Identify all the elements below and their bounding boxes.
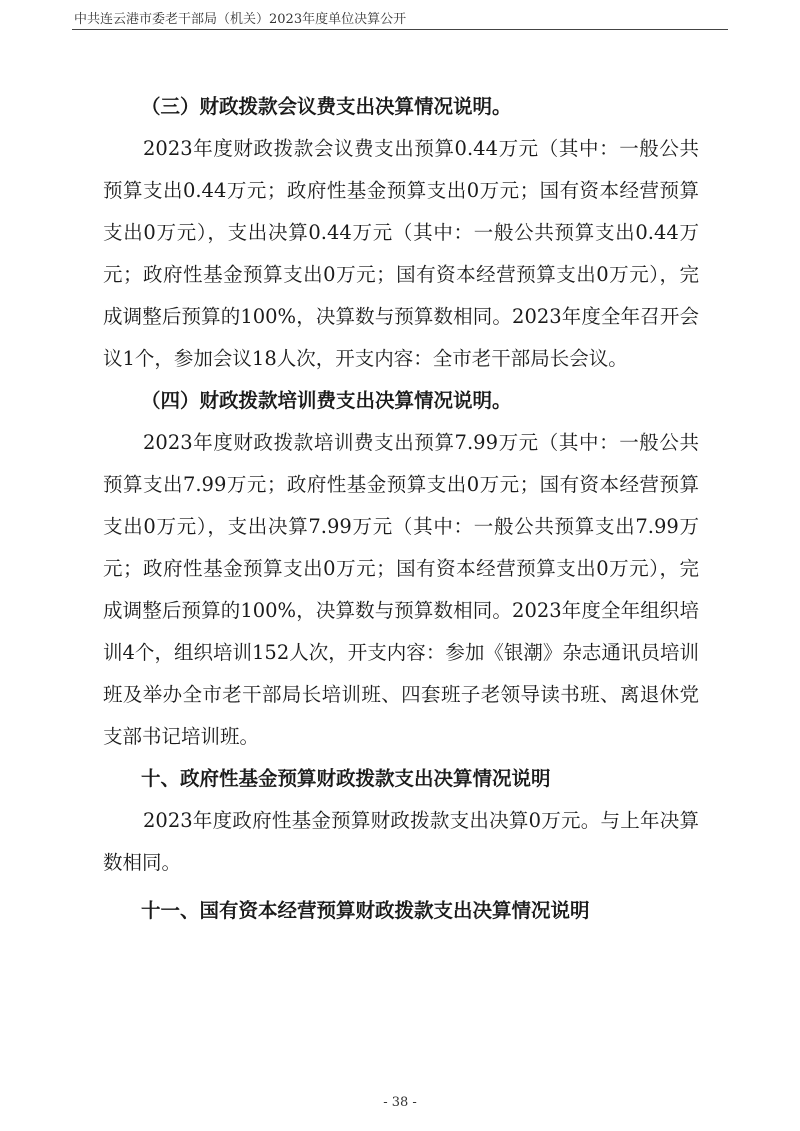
header-divider [72,29,728,30]
document-body [103,86,699,932]
running-header: 中共连云港市委老干部局（机关）2023年度单位决算公开 [74,12,407,27]
paragraph-government-fund: 2023年度政府性基金预算财政拨款支出决算0万元。与上年决算数相同。 [103,809,699,874]
section-heading-government-fund: 十、政府性基金预算财政拨款支出决算情况说明 [141,767,551,790]
paragraph-meeting-fees: 2023年度财政拨款会议费支出预算0.44万元（其中：一般公共预算支出0.44万元；政府性基金预算支出0万元；国有资本经营预算支出0万元），支出决算0.44万元（其中：一般公共预算支出0.44万元；政府性基金预算支出0万元；国有资本经营预算支出0万元），完成调整后预算的100%，决算数与预算数相同。2023年度全年召开会议1个，参加会议18人次，开支内容：全市老干部局长会议。 [103,137,699,370]
section-heading-meeting-fees: （三）财政拨款会议费支出决算情况说明。 [141,95,512,118]
page-number: - 38 - [383,1095,417,1110]
paragraph-training-fees: 2023年度财政拨款培训费支出预算7.99万元（其中：一般公共预算支出7.99万元；政府性基金预算支出0万元；国有资本经营预算支出0万元），支出决算7.99万元（其中：一般公共预算支出7.99万元；政府性基金预算支出0万元；国有资本经营预算支出0万元），完成调整后预算的100%，决算数与预算数相同。2023年度全年组织培训4个，组织培训152人次，开支内容：参加《银潮》杂志通讯员培训班及举办全市老干部局长培训班、四套班子老领导读书班、离退休党支部书记培训班。 [103,431,699,748]
section-heading-state-capital: 十一、国有资本经营预算财政拨款支出决算情况说明 [141,899,590,922]
section-heading-training-fees: （四）财政拨款培训费支出决算情况说明。 [141,389,512,412]
